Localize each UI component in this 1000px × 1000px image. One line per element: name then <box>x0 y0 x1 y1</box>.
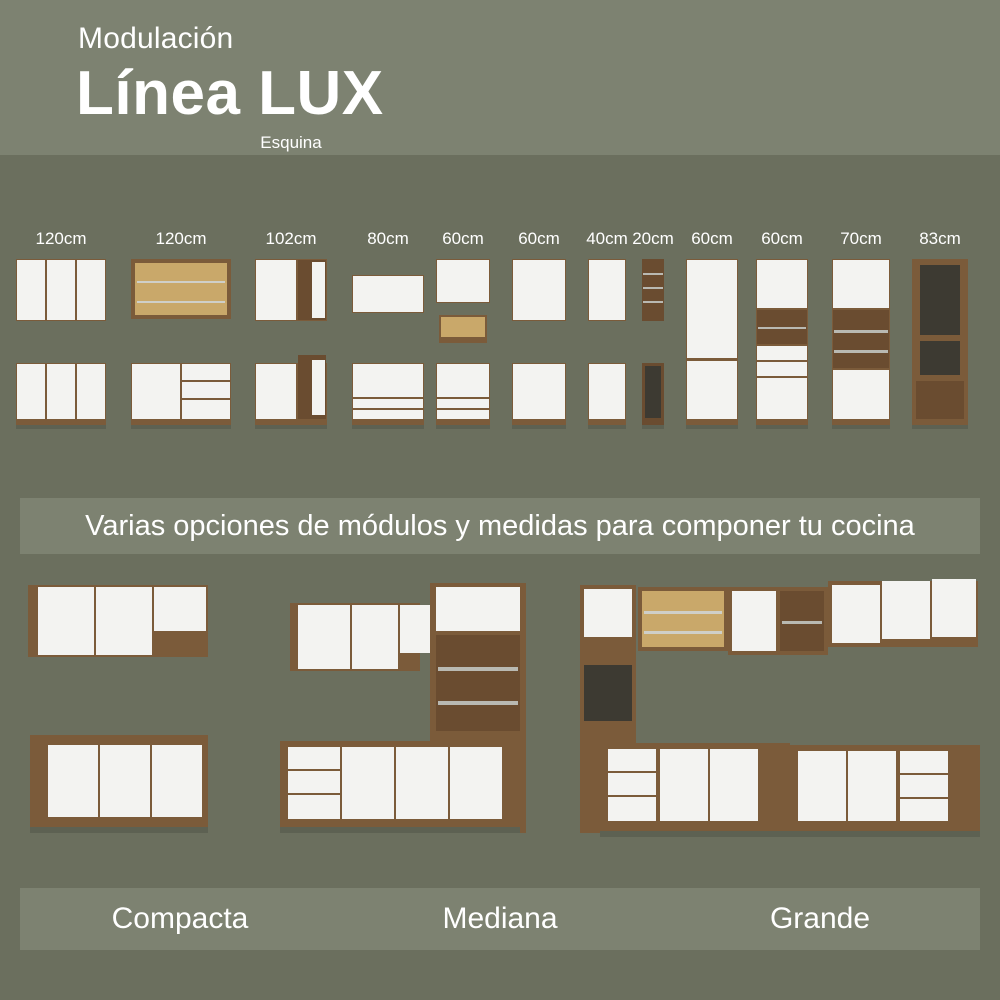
lower-drawer <box>608 773 656 795</box>
module-corner-label: Esquina <box>260 133 322 152</box>
module-item <box>352 155 424 445</box>
module-item <box>512 155 566 445</box>
glass-shelf-interior <box>642 591 724 647</box>
lower-door <box>710 749 758 821</box>
lower-door <box>450 747 502 819</box>
shelf-line <box>644 631 722 634</box>
lower-drawer <box>288 771 340 793</box>
column-lower-door <box>757 378 807 419</box>
module-size-label: 40cm <box>586 229 628 248</box>
module-item <box>912 155 968 445</box>
lower-drawer <box>182 364 230 380</box>
lower-drawer <box>288 795 340 819</box>
lower-door <box>589 364 625 419</box>
lower-door <box>256 364 296 419</box>
upper-door <box>932 579 976 637</box>
shelf-line <box>643 287 663 289</box>
column-upper-door <box>757 260 807 308</box>
banner-text: Varias opciones de módulos y medidas para componer tu cocina <box>85 509 915 542</box>
lower-door <box>132 364 180 419</box>
composition-mediana <box>270 565 540 865</box>
shelf-line <box>782 621 822 624</box>
column-open-shelves <box>833 310 889 368</box>
upper-door <box>38 587 94 655</box>
upper-door <box>298 605 350 669</box>
upper-open-shelf-body <box>642 259 664 321</box>
module-item <box>832 155 890 445</box>
shelf-interior <box>645 366 661 418</box>
module-item <box>131 155 231 445</box>
module-item <box>756 155 808 445</box>
floor-shadow <box>280 827 520 833</box>
shelf-divider <box>920 335 960 341</box>
lower-door <box>342 747 394 819</box>
upper-flip-door <box>353 276 423 312</box>
lower-drawer <box>182 400 230 419</box>
shelf-line <box>834 350 888 353</box>
column-upper-door <box>584 589 632 637</box>
upper-door <box>256 260 296 320</box>
lower-door <box>660 749 708 821</box>
floor-shadow <box>436 425 490 429</box>
footer-band <box>20 888 980 950</box>
shelf-line <box>438 667 518 671</box>
module-item <box>632 155 674 445</box>
lower-drawer <box>353 399 423 408</box>
lower-door <box>47 364 75 419</box>
lower-drawer <box>182 382 230 398</box>
upper-door <box>154 587 206 631</box>
upper-door <box>77 260 105 320</box>
module-item <box>255 133 327 445</box>
module-item <box>588 155 626 445</box>
column-drawer <box>757 346 807 360</box>
glass-shelf-interior <box>135 263 227 315</box>
module-size-label: 60cm <box>518 229 560 248</box>
floor-shadow <box>642 425 664 429</box>
upper-door <box>96 587 152 655</box>
corner-side-door <box>312 360 325 415</box>
shelf-line <box>644 611 722 614</box>
module-size-label: 83cm <box>919 229 961 248</box>
lower-drawer <box>437 399 489 408</box>
floor-shadow <box>131 425 231 429</box>
lower-drawer <box>608 797 656 821</box>
floor-shadow <box>352 425 424 429</box>
lower-door <box>396 747 448 819</box>
lower-drawer <box>608 749 656 771</box>
lower-door <box>848 751 896 821</box>
corner-side-door <box>312 262 325 318</box>
compositions-band <box>0 565 1000 885</box>
lower-door <box>513 364 565 419</box>
floor-shadow <box>512 425 566 429</box>
lower-door <box>100 745 150 817</box>
lower-drawer <box>437 410 489 419</box>
upper-door <box>437 260 489 302</box>
lower-drawer <box>900 775 948 797</box>
upper-door <box>352 605 398 669</box>
column-upper-door <box>833 260 889 308</box>
module-size-label: 60cm <box>761 229 803 248</box>
module-size-label: 120cm <box>155 229 207 248</box>
lower-door <box>17 364 45 419</box>
modules-band <box>0 133 1000 465</box>
column-open-shelves <box>436 635 520 731</box>
open-niche-interior <box>920 265 960 375</box>
page-title: Línea LUX <box>76 59 384 128</box>
lower-door <box>77 364 105 419</box>
module-size-label: 80cm <box>367 229 409 248</box>
floor-shadow <box>756 425 808 429</box>
column-upper-door <box>687 260 737 358</box>
shelf-line <box>758 327 806 329</box>
composition-grande <box>570 565 990 865</box>
floor-shadow <box>600 831 980 837</box>
lower-door <box>48 745 98 817</box>
column-drawer <box>757 362 807 376</box>
lower-drawer <box>353 410 423 419</box>
upper-door <box>17 260 45 320</box>
module-item <box>686 155 738 445</box>
column-lower-door <box>687 361 737 419</box>
module-size-label: 102cm <box>265 229 317 248</box>
upper-door <box>832 585 880 643</box>
upper-door <box>882 581 930 639</box>
lower-drawer <box>288 747 340 769</box>
upper-door <box>513 260 565 320</box>
footer-label-grande: Grande <box>769 902 871 935</box>
floor-shadow <box>588 425 626 429</box>
module-item <box>16 155 106 445</box>
shelf-line <box>137 281 225 283</box>
shelf-line <box>834 330 888 333</box>
header-eyebrow: Modulación <box>78 22 234 55</box>
floor-shadow <box>912 425 968 429</box>
upper-door <box>47 260 75 320</box>
base-panel <box>916 381 964 419</box>
shelf-line <box>438 701 518 705</box>
module-item <box>436 155 490 445</box>
banner-strip <box>20 498 980 554</box>
lower-drawer <box>900 751 948 773</box>
column-upper-door <box>436 587 520 631</box>
floor-shadow <box>832 425 890 429</box>
footer-label-mediana: Mediana <box>442 902 558 935</box>
module-size-label: 70cm <box>840 229 882 248</box>
niche-interior <box>441 317 485 337</box>
module-size-label: 20cm <box>632 229 674 248</box>
lower-door <box>798 751 846 821</box>
module-size-label: 60cm <box>442 229 484 248</box>
floor-shadow <box>255 425 327 429</box>
composition-compacta <box>18 565 248 865</box>
shelf-line <box>643 301 663 303</box>
shelf-line <box>137 301 225 303</box>
floor-shadow <box>30 827 208 833</box>
lower-door <box>437 364 489 397</box>
module-size-label: 60cm <box>691 229 733 248</box>
lower-drawer <box>900 799 948 821</box>
lower-door <box>353 364 423 397</box>
floor-shadow <box>16 425 106 429</box>
lower-door <box>152 745 202 817</box>
header-band <box>0 0 1000 155</box>
floor-shadow <box>686 425 738 429</box>
module-size-label: 120cm <box>35 229 87 248</box>
upper-door <box>589 260 625 320</box>
column-open-niche <box>584 665 632 721</box>
column-lower-door <box>833 370 889 419</box>
upper-door <box>732 591 776 651</box>
footer-label-compacta: Compacta <box>111 902 249 935</box>
shelf-line <box>643 273 663 275</box>
